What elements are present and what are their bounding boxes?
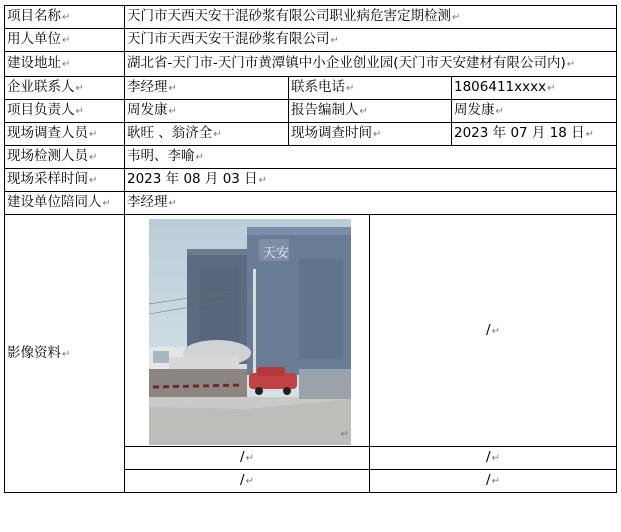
row-project-lead bbox=[5, 100, 617, 123]
label-address: 建设地址↵ bbox=[5, 52, 125, 77]
row-contact bbox=[5, 77, 617, 100]
image-cell-3-2: /↵ bbox=[370, 470, 617, 493]
value-project-lead: 周发康↵ bbox=[125, 100, 289, 123]
value-address: 湖北省-天门市-天门市黄潭镇中小企业创业园(天门市天安建材有限公司内)↵ bbox=[125, 52, 617, 77]
label-sampling-time: 现场采样时间↵ bbox=[5, 169, 125, 192]
image-cell-1-2: /↵ bbox=[370, 215, 617, 447]
image-cell-2-1: /↵ bbox=[125, 447, 370, 470]
building-sign-text: 天安 bbox=[263, 245, 290, 261]
value-test-staff: 韦明、李喻↵ bbox=[125, 146, 617, 169]
value-project-name: 天门市天西天安干混砂浆有限公司职业病危害定期检测↵ bbox=[125, 6, 617, 29]
label-survey-staff: 现场调查人员↵ bbox=[5, 123, 125, 146]
row-images bbox=[5, 215, 617, 447]
row-escort bbox=[5, 192, 617, 215]
label-survey-time: 现场调查时间↵ bbox=[289, 123, 452, 146]
value-phone: 1806411xxxx↵ bbox=[452, 77, 617, 100]
row-test-staff bbox=[5, 146, 617, 169]
label-images: 影像资料↵ bbox=[5, 215, 125, 493]
label-contact: 企业联系人↵ bbox=[5, 77, 125, 100]
value-contact: 李经理↵ bbox=[125, 77, 289, 100]
label-project-lead: 项目负责人↵ bbox=[5, 100, 125, 123]
row-survey-staff bbox=[5, 123, 617, 146]
row-sampling-time bbox=[5, 169, 617, 192]
survey-record-table bbox=[4, 5, 617, 493]
value-escort: 李经理↵ bbox=[125, 192, 617, 215]
row-address bbox=[5, 52, 617, 77]
row-employer bbox=[5, 29, 617, 52]
label-phone: 联系电话↵ bbox=[289, 77, 452, 100]
label-employer: 用人单位↵ bbox=[5, 29, 125, 52]
value-sampling-time: 2023 年 08 月 03 日↵ bbox=[125, 169, 617, 192]
value-employer: 天门市天西天安干混砂浆有限公司↵ bbox=[125, 29, 617, 52]
label-project-name: 项目名称↵ bbox=[5, 6, 125, 29]
value-survey-time: 2023 年 07 月 18 日↵ bbox=[452, 123, 617, 146]
image-cell-2-2: /↵ bbox=[370, 447, 617, 470]
label-report-author: 报告编制人↵ bbox=[289, 100, 452, 123]
row-project-name bbox=[5, 6, 617, 29]
site-photo bbox=[149, 219, 351, 445]
label-escort: 建设单位陪同人↵ bbox=[5, 192, 125, 215]
value-survey-staff: 耿旺 、翁济全↵ bbox=[125, 123, 289, 146]
photo-cell: 天安 ↵ bbox=[125, 215, 370, 447]
image-cell-3-1: /↵ bbox=[125, 470, 370, 493]
label-test-staff: 现场检测人员↵ bbox=[5, 146, 125, 169]
value-report-author: 周发康↵ bbox=[452, 100, 617, 123]
